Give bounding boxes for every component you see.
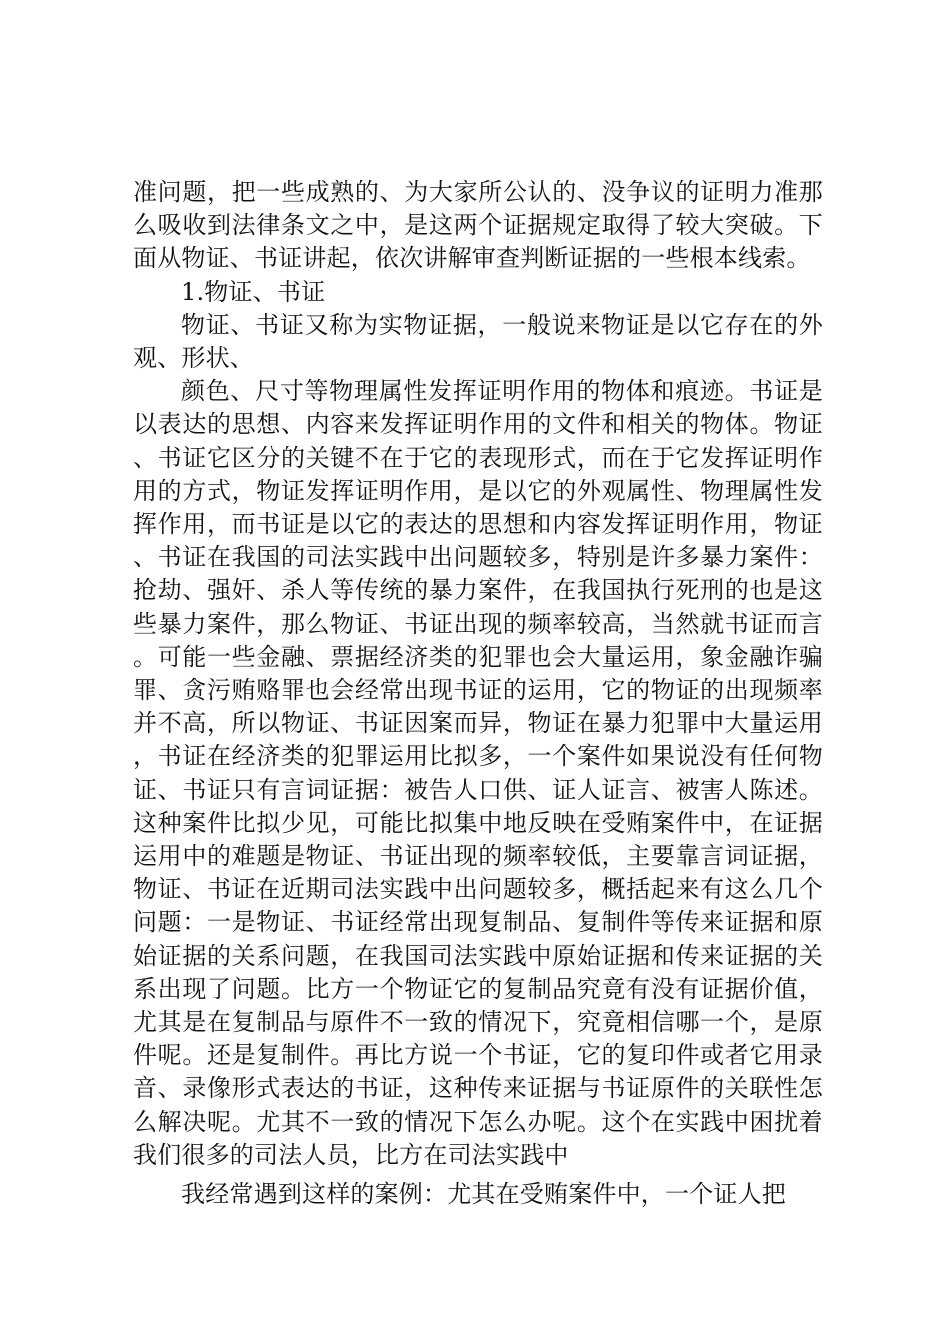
document-page xyxy=(133,176,823,1211)
paragraph-definition: 物证、书证又称为实物证据，一般说来物证是以它存在的外观、形状、 xyxy=(133,310,823,373)
section-heading: 1.物证、书证 xyxy=(181,277,326,306)
paragraph-body: 颜色、尺寸等物理属性发挥证明作用的物体和痕迹。书证是以表达的思想、内容来发挥证明作用的文件和相关的物体。物证、书证它区分的关键不在于它的表现形式，而在于它发挥证明作用的方式，物证发挥证明作用，是以它的外观属性、物理属性发挥作用，而书证是以它的表达的思想和内容发挥证明作用，物证、书证在我国的司法实践中出问题较多，特别是许多暴力案件：抢劫、强奸、杀人等传统的暴力案件，在我国执行死刑的也是这些暴力案件，那么物证、书证出现的频率较高，当然就书证而言。可能一些金融、票据经济类的犯罪也会大量运用，象金融诈骗罪、贪污贿赂罪也会经常出现书证的运用，它的物证的出现频率并不高，所以物证、书证因案而异，物证在暴力犯罪中大量运用，书证在经济类的犯罪运用比拟多，一个案件如果说没有任何物证、书证只有言词证据：被告人口供、证人证言、被害人陈述。这种案件比拟少见，可能比拟集中地反映在受贿案件中，在证据运用中的难题是物证、书证出现的频率较低，主要靠言词证据，物证、书证在近期司法实践中出问题较多，概括起来有这么几个问题：一是物证、书证经常出现复制品、复制件等传来证据和原始证据的关系问题，在我国司法实践中原始证据和传来证据的关系出现了问题。比方一个物证它的复制品究竟有没有证据价值，尤其是在复制品与原件不一致的情况下，究竟相信哪一个，是原件呢。还是复制件。再比方说一个书证，它的复印件或者它用录音、录像形式表达的书证，这种传来证据与书证原件的关联性怎么解决呢。尤其不一致的情况下怎么办呢。这个在实践中困扰着我们很多的司法人员，比方在司法实践中 xyxy=(133,377,823,1169)
paragraph-intro: 准问题，把一些成熟的、为大家所公认的、没争议的证明力准那么吸收到法律条文之中，是这两个证据规定取得了较大突破。下面从物证、书证讲起，依次讲解审查判断证据的一些根本线索。 xyxy=(133,178,823,273)
paragraph-case: 我经常遇到这样的案例：尤其在受贿案件中，一个证人把 xyxy=(181,1180,786,1209)
